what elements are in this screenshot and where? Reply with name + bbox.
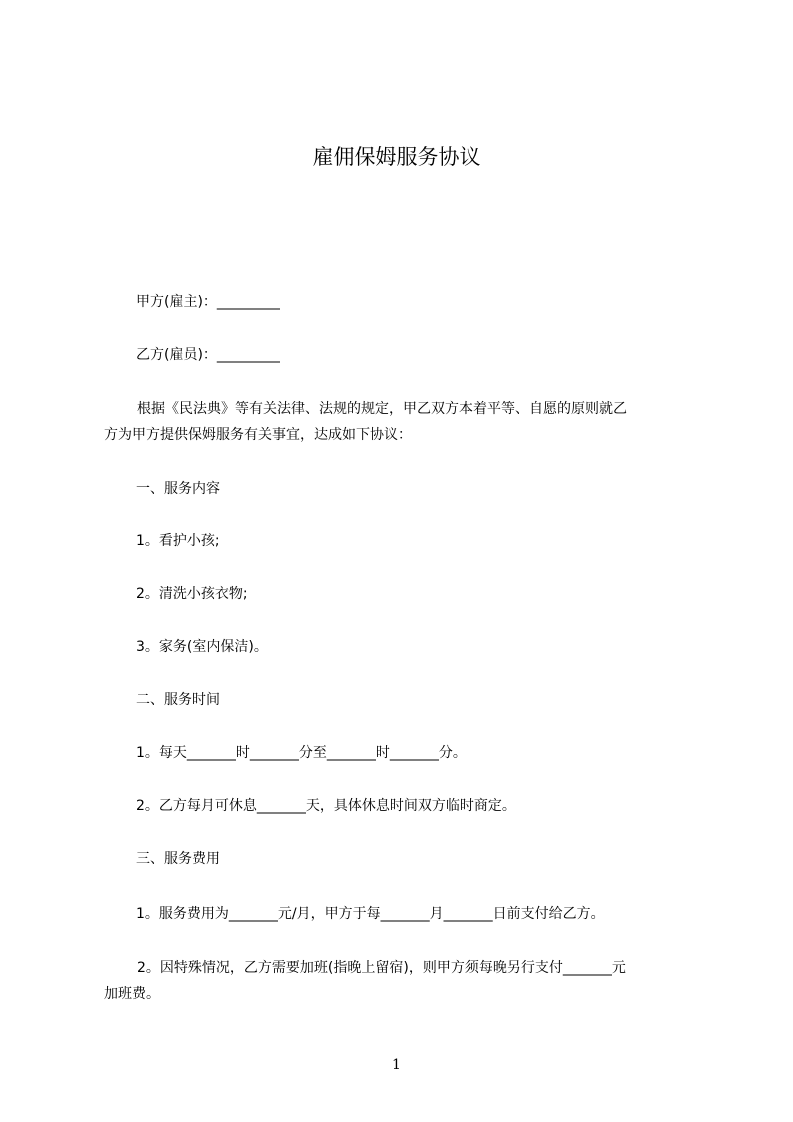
party-b-field: 乙方(雇员)：_________ [136, 347, 280, 363]
list-item: 3。家务(室内保洁)。 [136, 639, 268, 655]
list-item: 2。清洗小孩衣物; [136, 586, 248, 602]
list-item: 1。看护小孩; [136, 533, 220, 549]
overtime-line-1: 2。因特殊情况，乙方需要加班(指晚上留宿)，则甲方须每晚另行支付_______元 [137, 960, 626, 976]
list-item: 2。乙方每月可休息_______天，具体休息时间双方临时商定。 [136, 798, 516, 814]
party-a-field: 甲方(雇主)：_________ [136, 294, 280, 310]
section-heading-service-fee: 三、服务费用 [136, 851, 220, 867]
overtime-paragraph [104, 955, 696, 1007]
intro-line-2: 方为甲方提供保姆服务有关事宜，达成如下协议： [104, 427, 412, 443]
intro-paragraph [104, 396, 696, 448]
page-number: 1 [392, 1057, 401, 1073]
section-heading-service-content: 一、服务内容 [136, 481, 220, 497]
list-item: 1。每天_______时_______分至_______时_______分。 [136, 745, 467, 761]
intro-line-1: 根据《民法典》等有关法律、法规的规定，甲乙双方本着平等、自愿的原则就乙 [137, 401, 627, 417]
section-heading-service-time: 二、服务时间 [136, 692, 220, 708]
document-title: 雇佣保姆服务协议 [312, 145, 481, 169]
overtime-line-2: 加班费。 [104, 986, 160, 1002]
list-item: 1。服务费用为_______元/月，甲方于每_______月_______日前支付给乙方。 [136, 906, 605, 922]
